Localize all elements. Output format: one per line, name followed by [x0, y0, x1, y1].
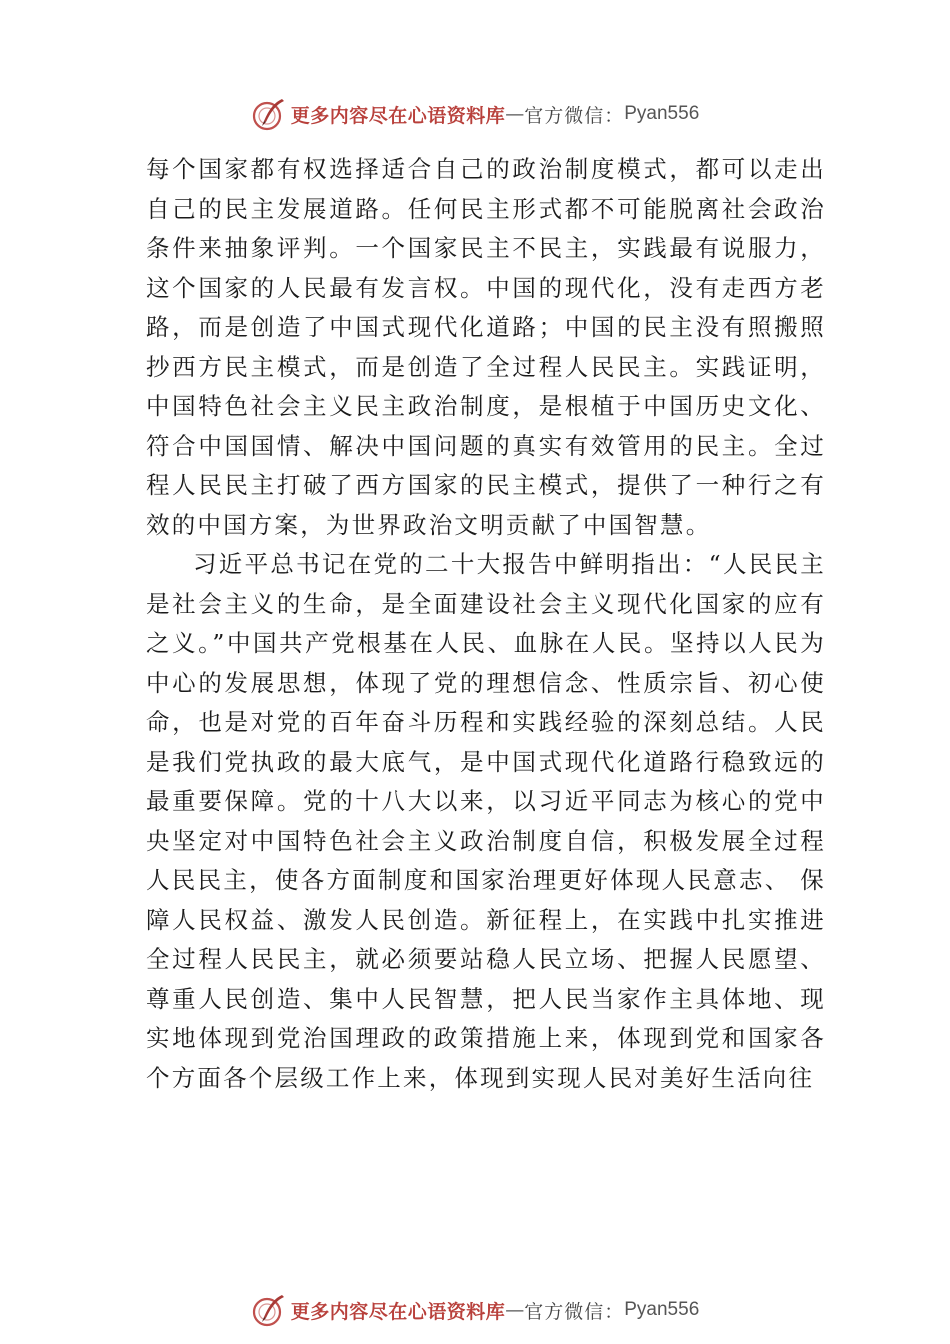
banner-wechat-id: Pyan556 [624, 1299, 700, 1320]
banner-separator: — [505, 103, 525, 125]
quill-seal-icon [251, 1292, 287, 1328]
banner-separator: — [505, 1299, 525, 1321]
document-body [146, 150, 826, 1098]
header-banner [0, 94, 950, 134]
quill-seal-icon [251, 96, 287, 132]
banner-main-text: 更多内容尽在心语资料库 [290, 104, 506, 127]
banner-wechat-id: Pyan556 [624, 103, 700, 124]
banner-main-text: 更多内容尽在心语资料库 [290, 1300, 506, 1323]
footer-banner [0, 1290, 950, 1330]
paragraph-1: 每个国家都有权选择适合自己的政治制度模式，都可以走出自己的民主发展道路。任何民主形式都不可能脱离社会政治条件来抽象评判。一个国家民主不民主，实践最有说服力， 这个国家的人民最有发言权。中国的现代化，没有走西方老路，而是创造了中国式现代化道路；中国的民主没有照搬照抄西方民主模式，而是创造了全过程人民民主。实践证明， 中国特色社会主义民主政治制度，是根植于中国历史文化、 符合中国国情、解决中国问题的真实有效管用的民主。全过程人民民主打破了西方国家的民主模式，提供了一种行之有效的中国方案，为世界政治文明贡献了中国智慧。 [146, 155, 826, 539]
banner-wechat-label: 官方微信： [524, 104, 625, 127]
paragraph-2: 习近平总书记在党的二十大报告中鲜明指出：“人民民主是社会主义的生命，是全面建设社会主义现代化国家的应有之义。”中国共产党根基在人民、血脉在人民。坚持以人民为中心的发展思想，体现了党的理想信念、性质宗旨、初心使命，也是对党的百年奋斗历程和实践经验的深刻总结。人民是我们党执政的最大底气，是中国式现代化道路行稳致远的最重要保障。党的十八大以来，以习近平同志为核心的党中央坚定对中国特色社会主义政治制度自信，积极发展全过程人民民主，使各方面制度和国家治理更好体现人民意志、 保障人民权益、激发人民创造。新征程上，在实践中扎实推进全过程人民民主，就必须要站稳人民立场、把握人民愿望、尊重人民创造、集中人民智慧，把人民当家作主具体地、现实地体现到党治国理政的政策措施上来，体现到党和国家各个方面各个层级工作上来，体现到实现人民对美好生活向往 [146, 550, 826, 1092]
banner-wechat-label: 官方微信： [524, 1300, 625, 1323]
